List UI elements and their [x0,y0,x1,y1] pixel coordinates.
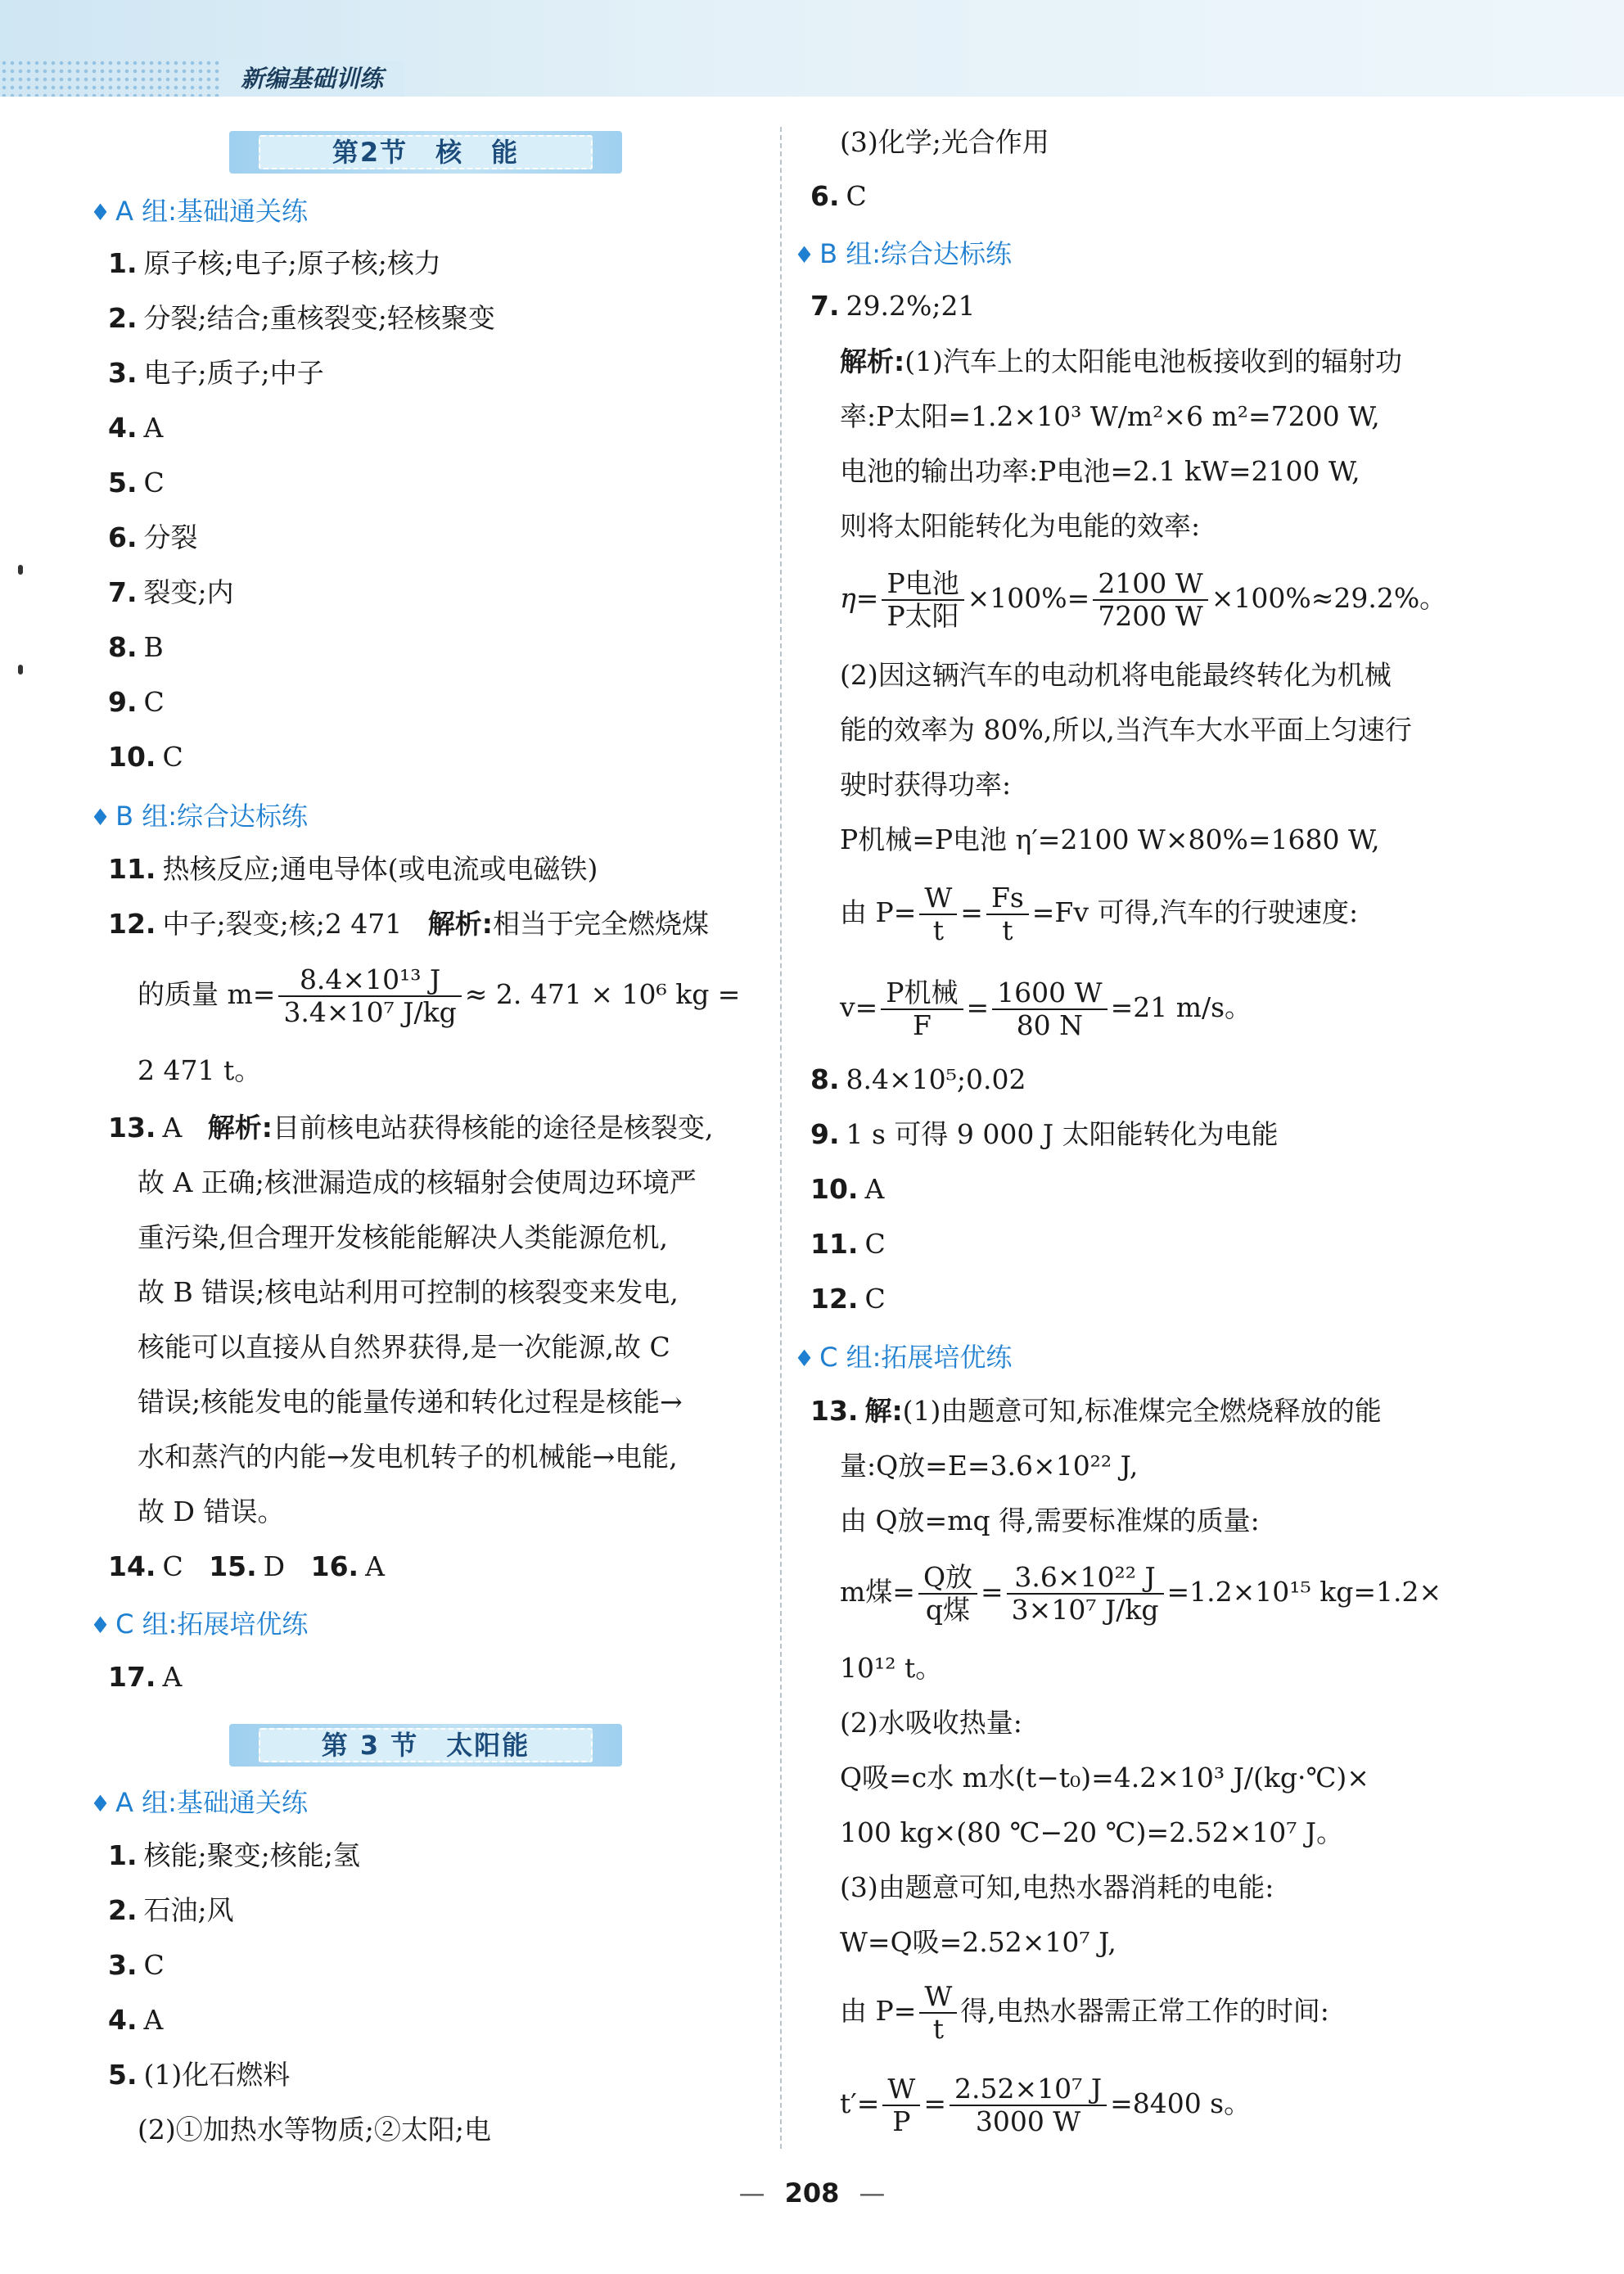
question-number: 11. [810,1228,859,1260]
analysis-text: (2)因这辆汽车的电动机将电能最终转化为机械 [840,659,1392,691]
analysis-text: 则将太阳能转化为电能的效率: [840,510,1201,542]
page-footer [0,2177,1624,2209]
fraction [986,882,1029,946]
question-number: 1. [108,247,138,279]
answer-continuation [138,2112,491,2148]
diamond-icon: ♦ [90,1612,111,1639]
analysis-text: 驶时获得功率: [840,769,1012,801]
formula-row: v= $\frac{\text{P机械}}{F}$ = $\frac{1600 W}{80 N}$ =21 m/s。 [840,977,1252,1041]
analysis-text: 故 D 错误。 [138,1496,285,1527]
numerator: 2100 W [1093,568,1207,601]
answer-text: 8.4×10⁵;0.02 [846,1063,1026,1095]
answer-text: 10¹² t。 [840,1652,943,1684]
analysis-text: 能的效率为 80%,所以,当汽车大水平面上匀速行 [840,714,1412,746]
formula-text: 的质量 m= [138,978,276,1010]
answer-row [108,851,598,887]
denominator: 3×10⁷ J/kg [1011,1594,1159,1626]
denominator: t [932,2013,944,2045]
formula-row: t′= $\frac{W}{P}$ = $\frac{\text{2.52×10⁷ J}}{3000 W}$ =8400 s。 [840,2073,1252,2137]
margin-mark [18,565,23,575]
section-heading-3 [229,1724,622,1766]
answer-row [810,1062,1026,1098]
fraction [919,882,957,946]
group-heading-c [794,1339,1012,1377]
question-number: 15. [209,1550,257,1582]
analysis-line [138,1384,683,1420]
answer-row [810,288,975,324]
answer-row [108,629,164,666]
formula-text: t′= [840,2087,880,2119]
analysis-text: 核能可以直接从自然界获得,是一次能源,故 C [138,1331,670,1363]
answer-row [810,1226,886,1262]
analysis-text: (1)汽车上的太阳能电池板接收到的辐射功 [904,345,1402,377]
analysis-text: P机械=P电池 η′=2100 W×80%=1680 W, [840,823,1380,855]
analysis-line [138,1329,670,1365]
answer-text: C [143,1949,165,1981]
answer-text: 中子;裂变;核;2 471 [162,908,403,940]
formula-row [840,1974,1329,2048]
formula-text: 得,电热水器需正常工作的时间: [960,1995,1329,2027]
question-number: 6. [108,521,138,553]
analysis-label: 解析: [207,1112,273,1144]
analysis-label: 解析: [840,345,905,377]
analysis-text: 相当于完全燃烧煤 [492,908,709,940]
analysis-text: 故 A 正确;核泄漏造成的核辐射会使周边环境严 [138,1166,697,1198]
question-number: 12. [810,1283,859,1315]
answer-text: 量:Q放=E=3.6×10²² J, [840,1450,1139,1482]
analysis-line [138,1494,284,1530]
answer-row [108,246,441,282]
numerator: 3.6×10²² J [1007,1562,1164,1595]
analysis-text: 水和蒸汽的内能→发电机转子的机械能→电能, [138,1441,678,1473]
formula-text: =Fv 可得,汽车的行驶速度: [1031,896,1359,928]
question-number: 16. [310,1550,359,1582]
answer-text: C [143,467,165,499]
analysis-label: 解析: [427,908,493,940]
book-title: 新编基础训练 [219,61,404,97]
answer-text: 分裂;结合;重核裂变;轻核聚变 [143,302,495,334]
answer-text: A [143,412,164,444]
formula-text: m煤= [840,1576,915,1608]
answer-row [108,1893,234,1929]
answer-text: 分裂 [143,521,198,553]
numerator: 8.4×10¹³ J [278,964,461,997]
analysis-line [840,344,1402,380]
question-number: 3. [108,357,138,389]
denominator: F [912,1009,932,1041]
answer-text: C [162,1550,183,1582]
answer-continuation [840,124,1049,160]
answer-text: A [864,1173,885,1205]
answer-row [810,1393,1382,1429]
group-heading-b [90,798,308,836]
formula-text: ×100%= [967,582,1090,614]
formula-text: 由 P= [840,1995,917,2027]
formula-row: η= $\frac{\text{P电池}}{\text{P太阳}}$ ×100%= $\frac{2100 W}{7200 W}$ ×100%≈29.2%。 [840,567,1447,632]
question-number: 2. [108,1894,138,1926]
analysis-line [840,1924,1116,1960]
group-label: B 组:综合达标练 [819,238,1013,269]
analysis-line [840,508,1200,544]
denominator: 3.4×10⁷ J/kg [283,996,457,1028]
answer-text: C [864,1283,886,1315]
answer-row [108,1549,385,1585]
answer-row [108,465,165,501]
question-number: 13. [810,1395,859,1427]
numerator: P电池 [882,568,963,601]
question-number: 2. [108,302,138,334]
column-divider [780,127,782,2149]
question-number: 7. [108,576,138,608]
denominator: q煤 [925,1594,971,1626]
answer-text: D [263,1550,286,1582]
answer-row [108,684,165,720]
answer-row [108,520,198,556]
analysis-text: 重污染,但合理开发核能能解决人类能源危机, [138,1221,668,1253]
question-number: 4. [108,412,138,444]
answer-row [108,410,163,446]
answer-text: A [143,2004,164,2036]
question-number: 9. [810,1118,840,1150]
group-label: C 组:拓展培优练 [115,1608,309,1640]
question-number: 8. [810,1063,840,1095]
diamond-icon: ♦ [90,199,111,226]
formula-text: =8400 s。 [1110,2087,1252,2119]
answer-row [108,355,324,391]
group-heading-c [90,1606,308,1644]
answer-row [810,178,867,214]
fraction [918,1562,977,1626]
fraction [881,977,963,1041]
fraction [950,2073,1107,2137]
answer-row [108,1659,182,1695]
fraction [919,1981,957,2045]
group-label: C 组:拓展培优练 [819,1342,1013,1373]
answer-row [108,2002,163,2038]
answer-text: (1)化石燃料 [143,2059,291,2091]
question-number: 11. [108,853,156,885]
answer-text: 裂变;内 [143,576,234,608]
analysis-line [840,453,1360,490]
solution-label: 解: [864,1395,903,1427]
analysis-line [840,767,1011,803]
analysis-line [840,1448,1138,1484]
section-heading-2 [229,131,622,174]
group-heading-a [90,1784,308,1822]
answer-text: 原子核;电子;原子核;核力 [143,247,441,279]
analysis-line [138,1165,697,1201]
question-number: 12. [108,908,156,940]
analysis-line [840,822,1380,858]
answer-text: Q吸=c水 m水(t−t₀)=4.2×10³ J/(kg·℃)× [840,1762,1369,1793]
answer-row [810,1281,886,1317]
analysis-line [840,1650,942,1686]
formula-row: 由 P= $\frac{W}{t}$ = $\frac{Fs}{t}$ =Fv 可得,汽车的行驶速度: [840,882,1359,946]
analysis-line [840,657,1392,693]
analysis-text: 目前核电站获得核能的途径是核裂变, [273,1112,714,1144]
answer-text: 29.2%;21 [846,290,976,322]
numerator: W [919,1981,957,2014]
header-dot-pattern [0,59,237,97]
diamond-icon: ♦ [794,241,815,268]
answer-row [108,1947,165,1983]
group-label: B 组:综合达标练 [115,801,309,832]
answer-text: (1)由题意可知,标准煤完全燃烧释放的能 [902,1395,1382,1427]
denominator: P [892,2105,911,2137]
fraction [882,2073,920,2137]
denominator: t [1002,914,1013,946]
diamond-icon: ♦ [90,804,111,831]
footer-dash: — [738,2177,765,2209]
answer-row [108,1838,360,1874]
group-heading-a [90,193,308,231]
answer-row [108,575,234,611]
answer-row [108,300,495,336]
diamond-icon: ♦ [794,1345,815,1372]
fraction [278,964,461,1028]
analysis-line [138,1439,678,1475]
denominator: 7200 W [1098,600,1203,632]
answer-text: A [162,1661,183,1693]
analysis-text: 率:P太阳=1.2×10³ W/m²×6 m²=7200 W, [840,400,1380,432]
answer-text: 石油;风 [143,1894,234,1926]
answer-text: (3)化学;光合作用 [840,126,1049,158]
answer-text: A [365,1550,385,1582]
diamond-icon: ♦ [90,1790,111,1817]
answer-text: C [162,741,183,773]
question-number: 14. [108,1550,156,1582]
formula-text: =21 m/s。 [1110,991,1252,1023]
answer-text: A [162,1112,183,1144]
answer-text: 100 kg×(80 ℃−20 ℃)=2.52×10⁷ J。 [840,1816,1344,1848]
section-title: 第2节 核 能 [259,135,593,169]
analysis-line [840,1705,1022,1741]
formula-text: v= [840,991,878,1023]
numerator: P机械 [881,977,963,1010]
numerator: Fs [986,882,1029,915]
numerator: 1600 W [992,977,1107,1010]
question-number: 7. [810,290,840,322]
analysis-line [840,1870,1274,1906]
fraction [1093,568,1207,632]
answer-text: W=Q吸=2.52×10⁷ J, [840,1926,1116,1958]
footer-dash: — [859,2177,886,2209]
analysis-line [840,712,1412,748]
answer-row [810,1171,884,1207]
analysis-line [840,1815,1343,1851]
answer-text: (3)由题意可知,电热水器消耗的电能: [840,1871,1274,1903]
analysis-line [138,1220,668,1256]
formula-text: 由 P= [840,896,917,928]
numerator: 2.52×10⁷ J [950,2073,1107,2106]
fraction [1007,1562,1164,1626]
page-number: 208 [784,2177,840,2209]
answer-text: 核能;聚变;核能;氢 [143,1839,360,1871]
question-number: 1. [108,1839,138,1871]
formula-row: m煤= $\frac{\text{Q放}}{\text{q煤}}$ = $\frac{\text{3.6×10²² J}}{\text{3×10⁷ J/kg}}$ =1.2×10¹⁵ kg=1.2× [840,1561,1442,1626]
answer-text: 由 Q放=mq 得,需要标准煤的质量: [840,1505,1260,1536]
analysis-text: 故 B 错误;核电站利用可控制的核裂变来发电, [138,1276,679,1308]
analysis-line [840,1503,1260,1539]
answer-text: 热核反应;通电导体(或电流或电磁铁) [162,853,598,885]
analysis-line [840,1760,1369,1796]
numerator: W [882,2073,920,2106]
answer-row [108,906,709,942]
answer-text: 2 471 t。 [138,1054,262,1086]
formula-text: =1.2×10¹⁵ kg=1.2× [1166,1576,1442,1608]
question-number: 10. [108,741,156,773]
answer-text: C [864,1228,886,1260]
analysis-line [840,399,1380,435]
answer-row [108,2057,290,2093]
fraction [992,977,1107,1041]
denominator: t [932,914,944,946]
margin-mark [18,665,23,675]
question-number: 17. [108,1661,156,1693]
answer-text: C [846,180,867,212]
answer-row [108,739,183,775]
numerator: W [919,882,957,915]
answer-text: 电子;质子;中子 [143,357,324,389]
formula-text: ≈ 2. 471 × 10⁶ kg = [464,978,741,1010]
answer-row [108,1110,714,1146]
question-number: 3. [108,1949,138,1981]
question-number: 9. [108,686,138,718]
question-number: 13. [108,1112,156,1144]
denominator: 80 N [1016,1009,1084,1041]
group-label: A 组:基础通关练 [115,1787,308,1818]
question-number: 10. [810,1173,859,1205]
analysis-text: 电池的输出功率:P电池=2.1 kW=2100 W, [840,455,1360,487]
answer-text: (2)水吸收热量: [840,1707,1022,1739]
answer-text: C [143,686,165,718]
group-label: A 组:基础通关练 [115,196,308,227]
denominator: 3000 W [975,2105,1081,2137]
answer-text: 1 s 可得 9 000 J 太阳能转化为电能 [846,1118,1279,1150]
formula-text: ×100%≈29.2%。 [1211,582,1447,614]
analysis-text: 错误;核能发电的能量传递和转化过程是核能→ [138,1386,683,1418]
group-heading-b [794,236,1012,273]
answer-text: B [143,631,164,663]
answer-continuation [138,1053,261,1089]
question-number: 4. [108,2004,138,2036]
analysis-line [138,1275,679,1311]
fraction [882,568,963,632]
question-number: 8. [108,631,138,663]
answer-row [810,1117,1279,1153]
numerator: Q放 [918,1562,977,1595]
denominator: P太阳 [886,600,959,632]
question-number: 5. [108,2059,138,2091]
question-number: 6. [810,180,840,212]
formula-row [138,958,740,1031]
answer-text: (2)①加热水等物质;②太阳;电 [138,2114,491,2145]
question-number: 5. [108,467,138,499]
section-title: 第 3 节 太阳能 [259,1728,593,1762]
